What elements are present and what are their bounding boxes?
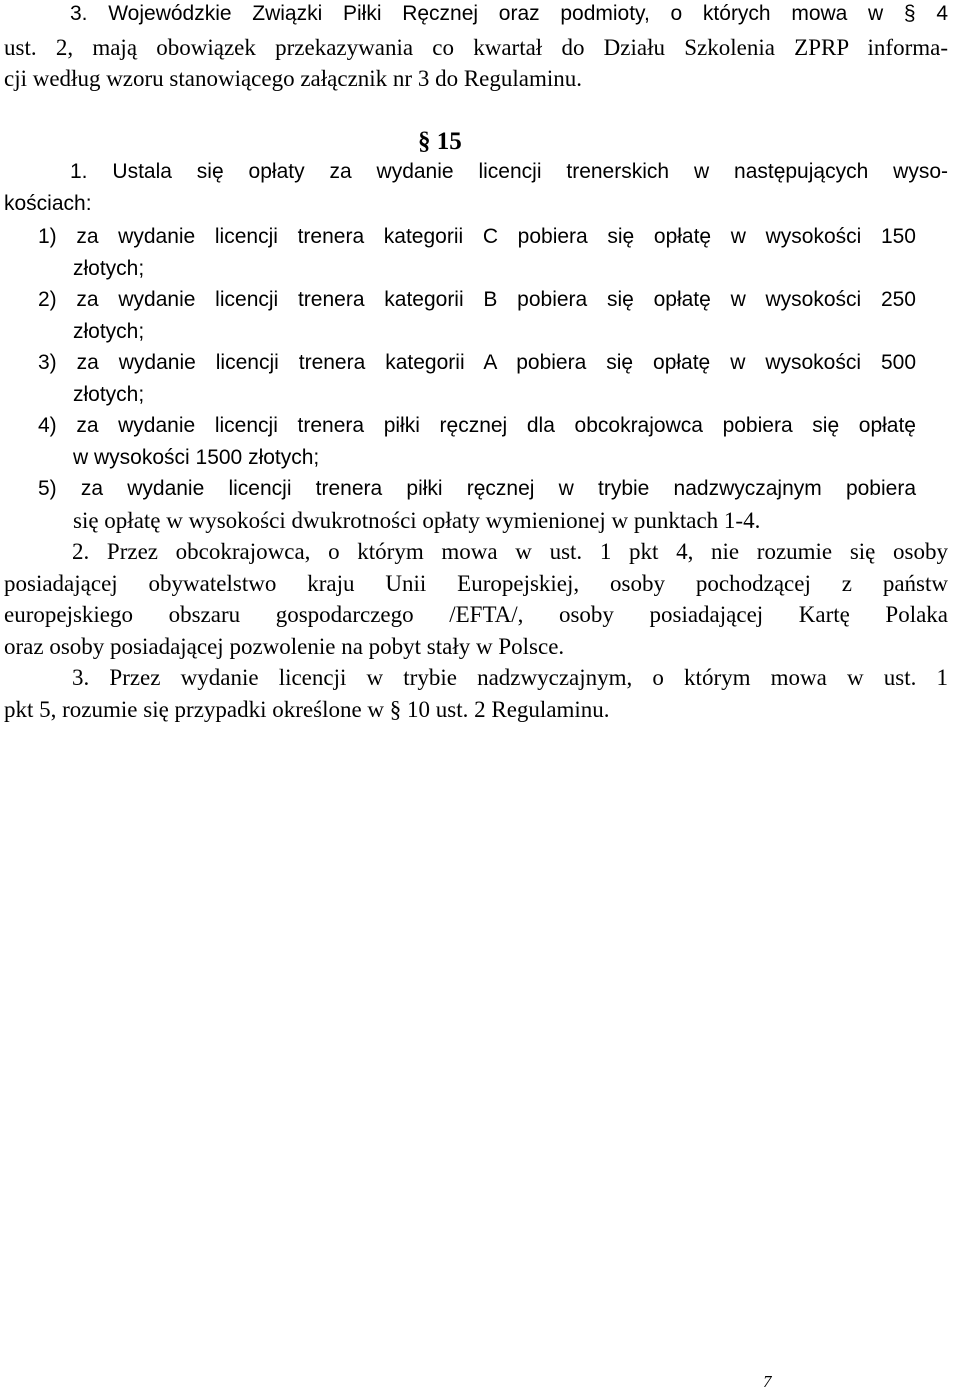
paragraph-3-line-3: cji według wzoru stanowiącego załącznik nr 3 do Regulaminu.	[4, 66, 583, 91]
section-15-point-2-line-1: 2. Przez obcokrajowca, o którym mowa w ust. 1 pkt 4, nie rozumie się osoby	[72, 539, 948, 564]
list-item-1-line-2: złotych;	[73, 257, 145, 280]
section-15-point-1-line-1: 1. Ustala się opłaty za wydanie licencji trenerskich w następujących wyso-	[70, 160, 948, 183]
list-item-1-line-1: 1) za wydanie licencji trenera kategorii C pobiera się opłatę w wysokości 150	[38, 225, 916, 248]
paragraph-3-line-2: ust. 2, mają obowiązek przekazywania co kwartał do Działu Szkolenia ZPRP informa-	[4, 35, 948, 60]
page-number: 7	[763, 1372, 772, 1391]
list-item-3-line-2: złotych;	[73, 383, 145, 406]
section-15-point-3-line-2: pkt 5, rozumie się przypadki określone w § 10 ust. 2 Regulaminu.	[4, 697, 610, 722]
section-heading: § 15	[418, 128, 462, 155]
section-15-point-2-line-3: europejskiego obszaru gospodarczego /EFTA/, osoby posiadającej Kartę Polaka	[4, 602, 948, 627]
list-item-3-line-1: 3) za wydanie licencji trenera kategorii A pobiera się opłatę w wysokości 500	[38, 351, 916, 374]
section-15-point-2-line-4: oraz osoby posiadającej pozwolenie na pobyt stały w Polsce.	[4, 634, 565, 659]
list-item-2-line-2: złotych;	[73, 320, 145, 343]
section-15-point-3-line-1: 3. Przez wydanie licencji w trybie nadzwyczajnym, o którym mowa w ust. 1	[72, 665, 948, 690]
section-15-point-2-line-2: posiadającej obywatelstwo kraju Unii Europejskiej, osoby pochodzącej z państw	[4, 571, 948, 596]
list-item-4-line-2: w wysokości 1500 złotych;	[73, 446, 320, 469]
list-item-2-line-1: 2) za wydanie licencji trenera kategorii B pobiera się opłatę w wysokości 250	[38, 288, 916, 311]
paragraph-3-line-1: 3. Wojewódzkie Związki Piłki Ręcznej oraz podmioty, o których mowa w § 4	[70, 2, 948, 25]
list-item-4-line-1: 4) za wydanie licencji trenera piłki ręcznej dla obcokrajowca pobiera się opłatę	[38, 414, 916, 437]
section-15-point-1-line-2: kościach:	[4, 192, 92, 215]
list-item-5-line-1: 5) za wydanie licencji trenera piłki ręcznej w trybie nadzwyczajnym pobiera	[38, 477, 916, 500]
list-item-5-line-2: się opłatę w wysokości dwukrotności opłaty wymienionej w punktach 1-4.	[73, 508, 761, 533]
